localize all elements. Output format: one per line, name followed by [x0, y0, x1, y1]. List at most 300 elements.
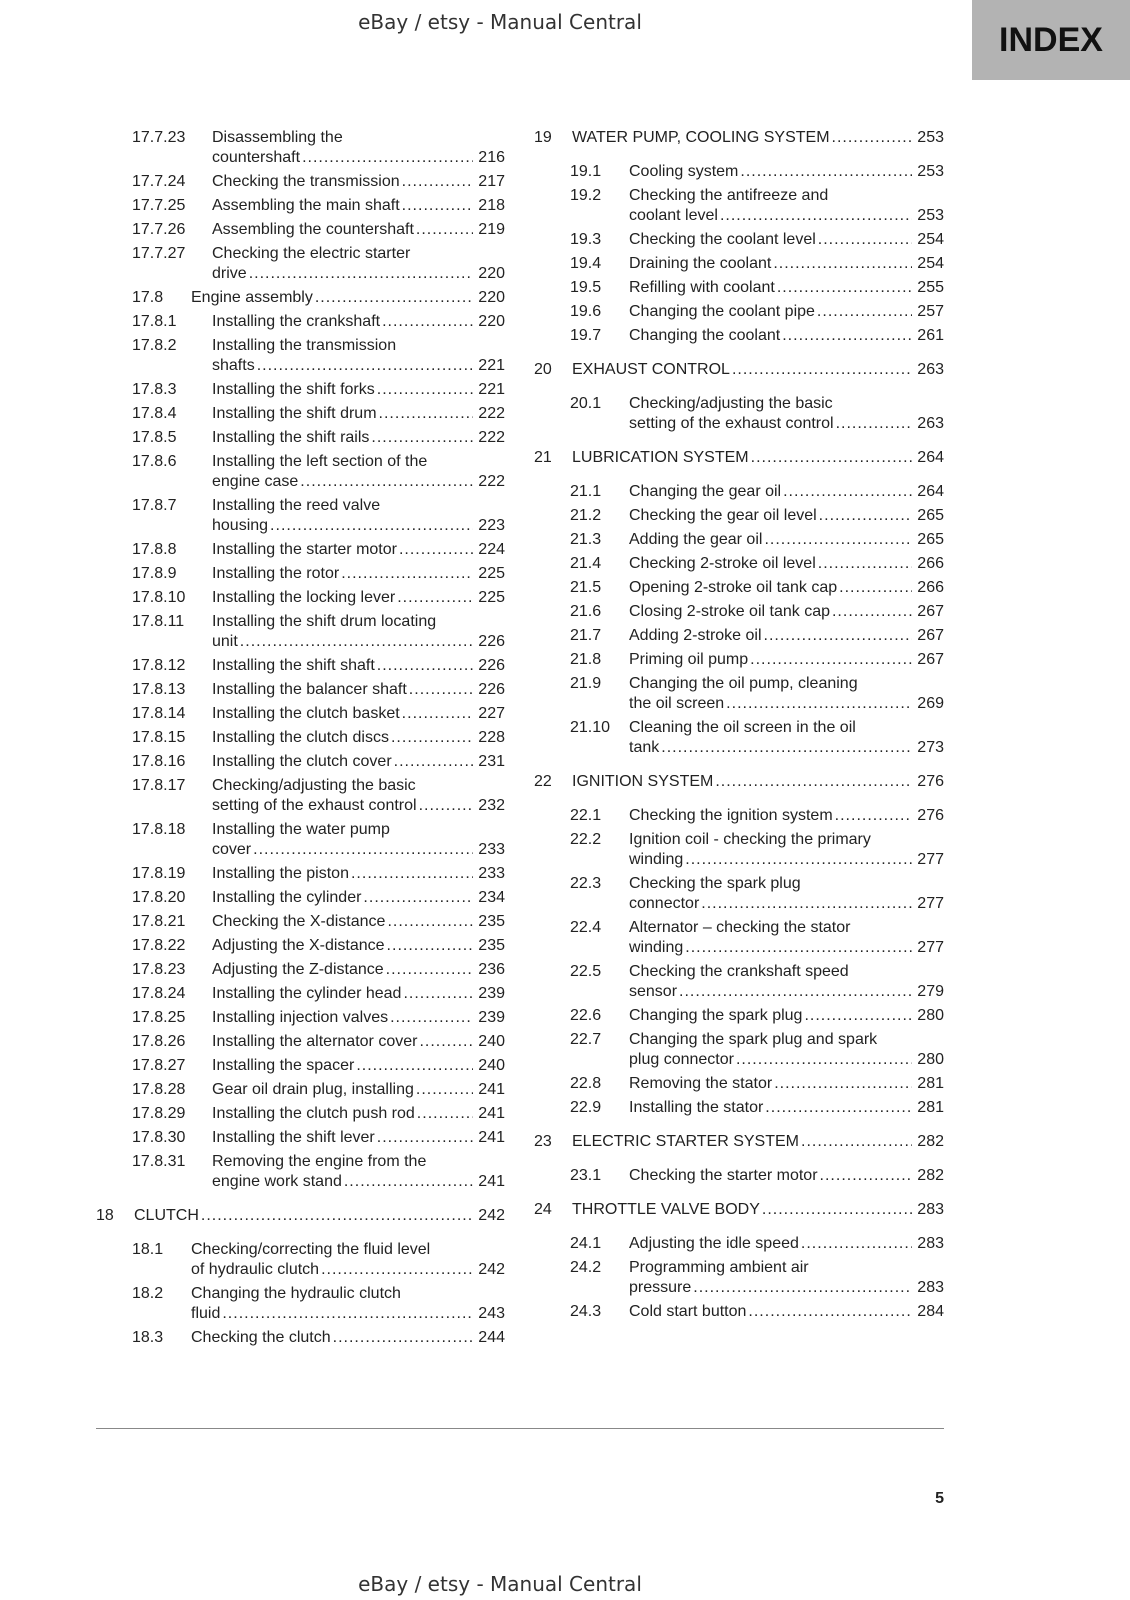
dot-leader [685, 850, 912, 870]
toc-entry-page: 276 [917, 773, 944, 790]
toc-entry-title: Engine assembly [191, 289, 313, 306]
toc-entry [570, 1166, 944, 1186]
toc-entry-page: 241 [478, 1081, 505, 1098]
toc-entry-number: 17.8.3 [132, 381, 177, 398]
toc-entry-title: Installing the cylinder [212, 889, 362, 906]
toc-entry-title: countershaft [212, 149, 301, 166]
dot-leader [762, 1200, 912, 1220]
toc-entry-number: 17.8.2 [132, 337, 177, 354]
toc-entry-title: Checking the gear oil level [629, 507, 817, 524]
toc-entry-page: 280 [917, 1007, 944, 1024]
toc-entry [570, 530, 944, 550]
toc-entry-number: 17.8.23 [132, 961, 186, 978]
toc-entry-title: Installing the starter motor [212, 541, 397, 558]
toc-entry-number: 17.8.16 [132, 753, 186, 770]
toc-entry-title: Checking the X-distance [212, 913, 386, 930]
toc-entry-page: 282 [917, 1133, 944, 1150]
toc-entry [570, 230, 944, 250]
toc-entry-page: 239 [478, 985, 505, 1002]
toc-entry-page: 241 [478, 1105, 505, 1122]
dot-leader [661, 738, 912, 758]
toc-entry-title: Cold start button [629, 1303, 747, 1320]
toc-entry [534, 128, 944, 148]
toc-entry [534, 360, 944, 380]
toc-entry-title: the oil screen [629, 695, 725, 712]
toc-entry-number: 18.1 [132, 1241, 164, 1258]
dot-leader [270, 516, 473, 536]
dot-leader [240, 632, 473, 652]
toc-entry-page: 241 [478, 1173, 505, 1190]
toc-entry [132, 496, 505, 536]
dot-leader [764, 530, 912, 550]
toc-entry-title: Installing injection valves [212, 1009, 389, 1026]
toc-entry-number: 17.8.15 [132, 729, 186, 746]
dot-leader [804, 1006, 912, 1026]
toc-entry-title: Assembling the countershaft [212, 221, 414, 238]
toc-entry-title: Gear oil drain plug, installing [212, 1081, 414, 1098]
toc-entry-page: 266 [917, 579, 944, 596]
toc-entry [570, 1030, 944, 1070]
dot-leader [748, 1302, 912, 1322]
toc-entry-title: Disassembling the [212, 129, 343, 146]
toc-entry-page: 273 [917, 739, 944, 756]
dot-leader [765, 1098, 912, 1118]
dot-leader [387, 912, 473, 932]
toc-entry-page: 283 [917, 1235, 944, 1252]
toc-entry-number: 22.3 [570, 875, 602, 892]
dot-leader [402, 704, 473, 724]
toc-entry [570, 1258, 944, 1298]
toc-entry [570, 674, 944, 714]
toc-entry-page: 221 [478, 357, 505, 374]
toc-entry [570, 326, 944, 346]
toc-entry-page: 267 [917, 651, 944, 668]
toc-entry-title: Opening 2-stroke oil tank cap [629, 579, 838, 596]
toc-entry-title: plug connector [629, 1051, 734, 1068]
toc-entry-title: winding [629, 939, 684, 956]
dot-leader [726, 694, 912, 714]
toc-entry-page: 227 [478, 705, 505, 722]
toc-left-column [96, 128, 505, 1352]
toc-entry-number: 17.7.26 [132, 221, 186, 238]
toc-entry-number: 19.7 [570, 327, 602, 344]
toc-entry [96, 1206, 505, 1226]
toc-entry-title: Checking the crankshaft speed [629, 963, 849, 980]
toc-entry-title: Installing the cylinder head [212, 985, 402, 1002]
toc-entry [570, 874, 944, 914]
toc-entry-page: 228 [478, 729, 505, 746]
toc-entry-number: 21.6 [570, 603, 602, 620]
toc-entry-page: 263 [917, 415, 944, 432]
toc-entry-number: 24 [534, 1201, 552, 1218]
dot-leader [685, 938, 912, 958]
dot-leader [774, 1074, 912, 1094]
toc-entry [132, 128, 505, 168]
dot-leader [377, 1128, 473, 1148]
toc-entry-number: 17.7.23 [132, 129, 186, 146]
toc-entry-number: 17.8.31 [132, 1153, 186, 1170]
toc-entry [132, 888, 505, 908]
toc-entry-title: Changing the gear oil [629, 483, 782, 500]
toc-entry-page: 226 [478, 633, 505, 650]
toc-entry-page: 267 [917, 627, 944, 644]
toc-entry-title: Installing the shift lever [212, 1129, 375, 1146]
toc-entry-title: winding [629, 851, 684, 868]
toc-entry-page: 254 [917, 255, 944, 272]
toc-entry-title: Closing 2-stroke oil tank cap [629, 603, 830, 620]
toc-entry [132, 656, 505, 676]
toc-entry-title: Installing the clutch discs [212, 729, 389, 746]
toc-entry-title: Refilling with coolant [629, 279, 775, 296]
dot-leader [693, 1278, 912, 1298]
toc-entry-title: Changing the spark plug and spark [629, 1031, 878, 1048]
toc-entry-title: EXHAUST CONTROL [572, 361, 730, 378]
toc-entry [534, 1132, 944, 1152]
toc-entry-number: 22.2 [570, 831, 602, 848]
toc-entry-title: Programming ambient air [629, 1259, 809, 1276]
toc-entry-number: 18 [96, 1207, 114, 1224]
toc-entry [132, 752, 505, 772]
toc-entry-page: 280 [917, 1051, 944, 1068]
toc-entry [570, 1098, 944, 1118]
dot-leader [402, 196, 473, 216]
toc-entry-number: 21.7 [570, 627, 602, 644]
toc-entry-number: 22.7 [570, 1031, 602, 1048]
toc-entry-title: fluid [191, 1305, 221, 1322]
dot-leader [409, 680, 473, 700]
toc-entry-number: 22.6 [570, 1007, 602, 1024]
toc-entry [570, 482, 944, 502]
page-number: 5 [935, 1490, 944, 1507]
dot-leader [835, 806, 912, 826]
toc-entry-page: 265 [917, 507, 944, 524]
toc-entry-title: Changing the coolant [629, 327, 781, 344]
toc-entry-title: Installing the left section of the [212, 453, 428, 470]
toc-entry-title: Adjusting the idle speed [629, 1235, 799, 1252]
toc-entry-title: setting of the exhaust control [629, 415, 834, 432]
toc-entry-title: coolant level [629, 207, 718, 224]
dot-leader [403, 984, 473, 1004]
dot-leader [253, 840, 473, 860]
dot-leader [419, 1032, 473, 1052]
toc-entry-number: 22.5 [570, 963, 602, 980]
toc-entry-page: 264 [917, 483, 944, 500]
toc-entry-page: 282 [917, 1167, 944, 1184]
dot-leader [820, 1166, 912, 1186]
toc-entry [570, 506, 944, 526]
toc-entry-number: 17.8.5 [132, 429, 177, 446]
dot-leader [302, 148, 473, 168]
toc-entry [570, 918, 944, 958]
dot-leader [394, 752, 473, 772]
toc-entry-page: 220 [478, 265, 505, 282]
toc-entry-title: Checking the antifreeze and [629, 187, 829, 204]
dot-leader [377, 380, 473, 400]
toc-entry-page: 226 [478, 681, 505, 698]
dot-leader [750, 650, 912, 670]
dot-leader [371, 428, 473, 448]
toc-entry-title: connector [629, 895, 700, 912]
toc-entry-title: Installing the stator [629, 1099, 764, 1116]
toc-entry-title: Checking the starter motor [629, 1167, 818, 1184]
toc-entry-page: 222 [478, 429, 505, 446]
toc-entry-page: 266 [917, 555, 944, 572]
toc-entry-page: 283 [917, 1201, 944, 1218]
toc-entry-number: 17.8.18 [132, 821, 186, 838]
toc-entry-number: 17.8.21 [132, 913, 186, 930]
toc-entry-page: 221 [478, 381, 505, 398]
dot-leader [391, 728, 473, 748]
toc-entry-number: 17.8.4 [132, 405, 177, 422]
toc-entry-title: sensor [629, 983, 678, 1000]
toc-entry [132, 336, 505, 376]
toc-entry-title: WATER PUMP, COOLING SYSTEM [572, 129, 830, 146]
dot-leader [344, 1172, 473, 1192]
dot-leader [740, 162, 912, 182]
toc-entry-number: 21.1 [570, 483, 602, 500]
toc-entry-number: 17.7.24 [132, 173, 186, 190]
toc-entry-title: Installing the shift shaft [212, 657, 375, 674]
toc-entry-title: cover [212, 841, 252, 858]
toc-entry [132, 220, 505, 240]
dot-leader [832, 128, 912, 148]
dot-leader [832, 602, 912, 622]
toc-entry [132, 312, 505, 332]
toc-entry-number: 17.8.10 [132, 589, 186, 606]
dot-leader [801, 1132, 912, 1152]
toc-entry-title: Installing the alternator cover [212, 1033, 418, 1050]
index-tab: INDEX [972, 0, 1130, 80]
toc-entry-number: 21.2 [570, 507, 602, 524]
toc-entry [132, 612, 505, 652]
dot-leader [201, 1206, 473, 1226]
dot-leader [817, 302, 912, 322]
toc-entry [570, 1074, 944, 1094]
toc-entry-page: 236 [478, 961, 505, 978]
toc-entry-page: 222 [478, 405, 505, 422]
toc-entry [132, 1080, 505, 1100]
toc-entry-number: 17.8.8 [132, 541, 177, 558]
dot-leader [679, 982, 912, 1002]
toc-entry-title: Installing the clutch cover [212, 753, 392, 770]
dot-leader [315, 288, 473, 308]
toc-entry-title: Checking 2-stroke oil level [629, 555, 816, 572]
toc-entry-title: Changing the spark plug [629, 1007, 803, 1024]
toc-entry [534, 772, 944, 792]
toc-entry [132, 1328, 505, 1348]
toc-entry-title: LUBRICATION SYSTEM [572, 449, 749, 466]
toc-entry-page: 257 [917, 303, 944, 320]
toc-entry-title: Installing the rotor [212, 565, 340, 582]
toc-entry-title: Installing the shift rails [212, 429, 370, 446]
toc-entry-number: 22.4 [570, 919, 602, 936]
toc-entry-page: 240 [478, 1057, 505, 1074]
toc-entry-page: 284 [917, 1303, 944, 1320]
toc-entry [132, 404, 505, 424]
dot-leader [333, 1328, 473, 1348]
toc-entry [534, 1200, 944, 1220]
toc-entry-title: Removing the engine from the [212, 1153, 427, 1170]
toc-entry [132, 1152, 505, 1192]
toc-entry-page: 225 [478, 565, 505, 582]
toc-entry-title: unit [212, 633, 238, 650]
toc-entry-page: 254 [917, 231, 944, 248]
toc-entry-number: 17.8.17 [132, 777, 186, 794]
toc-entry-page: 281 [917, 1075, 944, 1092]
toc-entry [132, 864, 505, 884]
toc-entry-title: Installing the reed valve [212, 497, 381, 514]
toc-entry-page: 223 [478, 517, 505, 534]
toc-entry [132, 452, 505, 492]
toc-entry [132, 1128, 505, 1148]
toc-entry-title: Adjusting the Z-distance [212, 961, 384, 978]
toc-entry-title: Adding 2-stroke oil [629, 627, 762, 644]
toc-entry-number: 23.1 [570, 1167, 602, 1184]
toc-entry-number: 24.3 [570, 1303, 602, 1320]
dot-leader [732, 360, 912, 380]
toc-entry-page: 244 [478, 1329, 505, 1346]
toc-entry [132, 728, 505, 748]
toc-entry-title: Checking the clutch [191, 1329, 331, 1346]
toc-entry-page: 241 [478, 1129, 505, 1146]
dot-leader [321, 1260, 473, 1280]
toc-entry [132, 680, 505, 700]
toc-entry-number: 17.8.22 [132, 937, 186, 954]
toc-entry-title: Changing the oil pump, cleaning [629, 675, 858, 692]
dot-leader [417, 1104, 473, 1124]
toc-entry [132, 1284, 505, 1324]
dot-leader [356, 1056, 473, 1076]
toc-entry [132, 1240, 505, 1280]
watermark-top: eBay / etsy - Manual Central [358, 10, 642, 34]
toc-entry [132, 428, 505, 448]
toc-entry-title: of hydraulic clutch [191, 1261, 320, 1278]
toc-entry-number: 17.8.30 [132, 1129, 186, 1146]
dot-leader [773, 254, 912, 274]
toc-entry-number: 19.2 [570, 187, 602, 204]
toc-entry-page: 233 [478, 841, 505, 858]
toc-entry-number: 17.7.25 [132, 197, 186, 214]
toc-entry-number: 21.8 [570, 651, 602, 668]
toc-entry-title: Checking/adjusting the basic [212, 777, 416, 794]
toc-entry-page: 240 [478, 1033, 505, 1050]
toc-entry-number: 19.6 [570, 303, 602, 320]
toc-entry-number: 24.1 [570, 1235, 602, 1252]
toc-entry-page: 216 [478, 149, 505, 166]
toc-entry-number: 19.5 [570, 279, 602, 296]
toc-entry-number: 17.8.26 [132, 1033, 186, 1050]
toc-entry-page: 281 [917, 1099, 944, 1116]
toc-entry [534, 448, 944, 468]
dot-leader [257, 356, 473, 376]
toc-entry-number: 17.7.27 [132, 245, 186, 262]
dot-leader [819, 506, 912, 526]
toc-entry-page: 253 [917, 207, 944, 224]
toc-entry [132, 936, 505, 956]
toc-entry-page: 263 [917, 361, 944, 378]
toc-entry [570, 650, 944, 670]
toc-entry-title: Installing the clutch basket [212, 705, 400, 722]
toc-entry-title: THROTTLE VALVE BODY [572, 1201, 760, 1218]
toc-entry [132, 984, 505, 1004]
toc-entry-number: 17.8.13 [132, 681, 186, 698]
toc-entry-number: 17.8.19 [132, 865, 186, 882]
toc-entry [570, 1302, 944, 1322]
dot-leader [222, 1304, 473, 1324]
dot-leader [377, 656, 473, 676]
toc-entry-title: ELECTRIC STARTER SYSTEM [572, 1133, 799, 1150]
toc-entry-number: 19.4 [570, 255, 602, 272]
toc-entry-number: 17.8.20 [132, 889, 186, 906]
toc-entry-page: 261 [917, 327, 944, 344]
toc-entry-number: 17.8.29 [132, 1105, 186, 1122]
dot-leader [341, 564, 473, 584]
toc-entry-number: 19.3 [570, 231, 602, 248]
toc-entry-page: 283 [917, 1279, 944, 1296]
dot-leader [751, 448, 912, 468]
toc-entry-page: 219 [478, 221, 505, 238]
toc-entry-page: 277 [917, 895, 944, 912]
toc-entry-number: 19.1 [570, 163, 602, 180]
toc-entry [570, 578, 944, 598]
toc-entry-number: 22.9 [570, 1099, 602, 1116]
toc-entry-title: housing [212, 517, 269, 534]
toc-entry-page: 255 [917, 279, 944, 296]
toc-entry-number: 20.1 [570, 395, 602, 412]
toc-entry-page: 218 [478, 197, 505, 214]
toc-entry [132, 288, 505, 308]
toc-entry-number: 17.8 [132, 289, 164, 306]
toc-entry-page: 231 [478, 753, 505, 770]
toc-entry [570, 1006, 944, 1026]
dot-leader [777, 278, 912, 298]
toc-entry-title: Ignition coil - checking the primary [629, 831, 871, 848]
toc-entry [132, 1008, 505, 1028]
dot-leader [839, 578, 912, 598]
toc-entry [570, 302, 944, 322]
toc-entry [570, 162, 944, 182]
toc-entry-number: 21.4 [570, 555, 602, 572]
toc-entry-page: 226 [478, 657, 505, 674]
toc-entry-number: 22 [534, 773, 552, 790]
toc-entry [570, 602, 944, 622]
toc-entry [132, 776, 505, 816]
toc-entry [570, 186, 944, 226]
toc-entry [570, 830, 944, 870]
toc-entry-title: Installing the clutch push rod [212, 1105, 415, 1122]
toc-entry-page: 220 [478, 313, 505, 330]
toc-entry-number: 21 [534, 449, 552, 466]
toc-entry-number: 22.1 [570, 807, 602, 824]
toc-entry-number: 17.8.24 [132, 985, 186, 1002]
toc-entry-title: Checking the electric starter [212, 245, 411, 262]
dot-leader [416, 1080, 473, 1100]
toc-entry [132, 588, 505, 608]
toc-entry-page: 242 [478, 1261, 505, 1278]
dot-leader [397, 588, 473, 608]
toc-entry-number: 17.8.1 [132, 313, 177, 330]
toc-entry-title: Installing the piston [212, 865, 349, 882]
toc-entry-title: Cleaning the oil screen in the oil [629, 719, 856, 736]
toc-entry [132, 172, 505, 192]
toc-entry [132, 564, 505, 584]
toc-entry-title: pressure [629, 1279, 692, 1296]
toc-entry-number: 19 [534, 129, 552, 146]
dot-leader [818, 554, 912, 574]
dot-leader [387, 936, 473, 956]
toc-entry-title: Installing the shift drum locating [212, 613, 437, 630]
toc-entry-title: IGNITION SYSTEM [572, 773, 714, 790]
